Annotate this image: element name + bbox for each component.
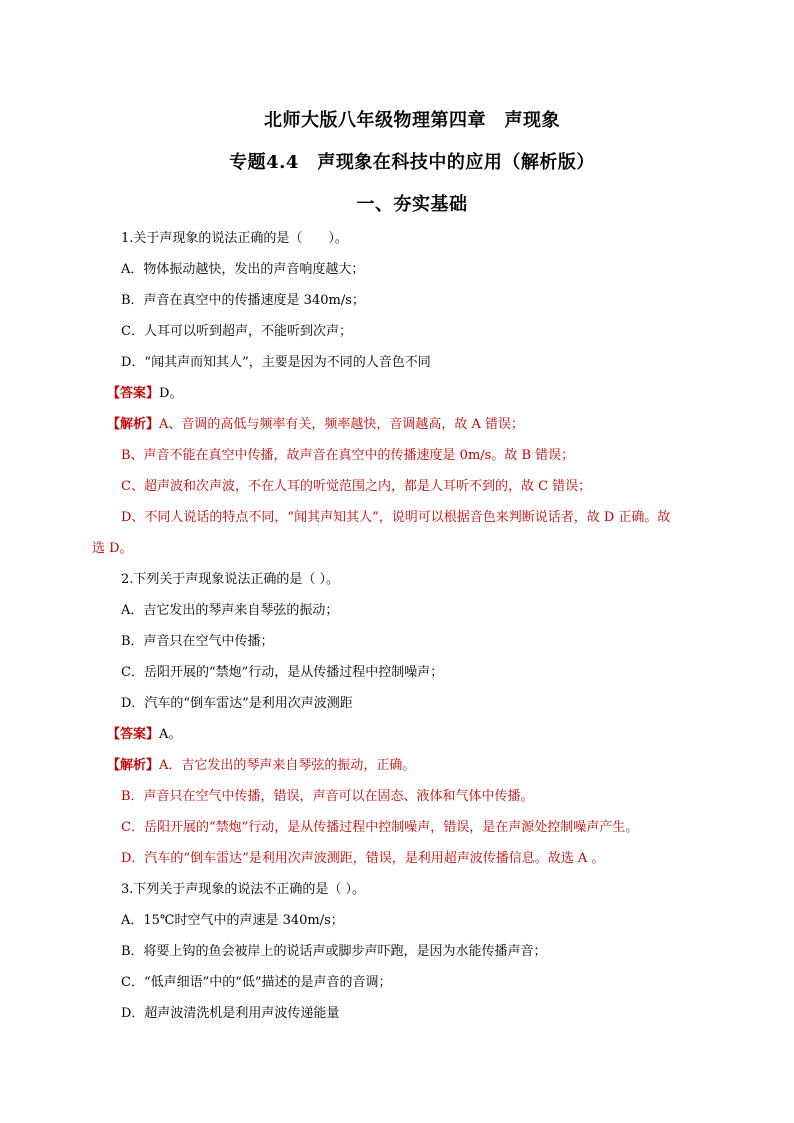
question-2-analysis-d: D．汽车的“倒车雷达”是利用次声波测距，错误，是利用超声波传播信息。故选 A 。 — [121, 851, 605, 866]
document-title: 北师大版八年级物理第四章 声现象 — [264, 110, 560, 131]
question-1-option-b: B．声音在真空中的传播速度是 340m/s； — [121, 293, 365, 308]
question-2-stem: 2.下列关于声现象说法正确的是（ ）。 — [121, 572, 340, 587]
question-1-answer — [107, 386, 182, 402]
question-2-option-c: C．岳阳开展的“禁炮”行动，是从传播过程中控制噪声； — [121, 665, 444, 680]
analysis-tag: 【解析】 — [107, 758, 160, 773]
document-subtitle: 专题4.4 声现象在科技中的应用（解析版） — [229, 152, 595, 173]
question-1-analysis-cont: 选 D。 — [92, 541, 133, 556]
answer-tag: 【答案】 — [107, 386, 160, 401]
answer-value: A。 — [159, 727, 182, 742]
answer-tag: 【答案】 — [107, 727, 160, 742]
question-1-stem: 1.关于声现象的说法正确的是（ ）。 — [121, 231, 348, 246]
answer-value: D。 — [159, 386, 183, 401]
question-2-answer — [107, 727, 181, 743]
question-1-option-c: C．人耳可以听到超声，不能听到次声； — [121, 324, 352, 339]
question-2-analysis-a — [107, 758, 415, 774]
question-3-stem: 3.下列关于声现象的说法不正确的是（ ）。 — [121, 882, 366, 897]
question-3-option-a: A．15℃时空气中的声速是 340m/s； — [121, 913, 344, 928]
analysis-text: A．吉它发出的琴声来自琴弦的振动，正确。 — [159, 758, 416, 773]
question-2-analysis-b: B．声音只在空气中传播，错误，声音可以在固态、液体和气体中传播。 — [121, 789, 534, 804]
section-heading: 一、夯实基础 — [356, 194, 468, 215]
question-3-option-b: B．将要上钩的鱼会被岸上的说话声或脚步声吓跑，是因为水能传播声音； — [121, 944, 547, 959]
analysis-tag: 【解析】 — [107, 417, 160, 432]
question-2-analysis-c: C．岳阳开展的“禁炮”行动，是从传播过程中控制噪声，错误，是在声源处控制噪声产生。 — [121, 820, 639, 835]
question-1-analysis-b: B、声音不能在真空中传播，故声音在真空中的传播速度是 0m/s。故 B 错误； — [121, 448, 575, 463]
question-1-analysis-a — [107, 417, 524, 433]
question-2-option-d: D．汽车的“倒车雷达”是利用次声波测距 — [121, 696, 353, 711]
question-2-option-a: A．吉它发出的琴声来自琴弦的振动； — [121, 603, 339, 618]
question-1-option-d: D．“闻其声而知其人”，主要是因为不同的人音色不同 — [121, 355, 431, 370]
question-3-option-d: D．超声波清洗机是利用声波传递能量 — [121, 1006, 340, 1021]
question-1-analysis-c: C、超声波和次声波，不在人耳的听觉范围之内，都是人耳听不到的，故 C 错误； — [121, 479, 592, 494]
analysis-text: A、音调的高低与频率有关，频率越快，音调越高，故 A 错误； — [159, 417, 525, 432]
question-3-option-c: C．“低声细语”中的“低”描述的是声音的音调； — [121, 975, 392, 990]
question-1-analysis-d: D、不同人说话的特点不同，“闻其声知其人”，说明可以根据音色来判断说话者，故 D 正确。故 — [121, 510, 671, 525]
question-2-option-b: B．声音只在空气中传播； — [121, 634, 274, 649]
question-1-option-a: A．物体振动越快，发出的声音响度越大； — [121, 262, 365, 277]
